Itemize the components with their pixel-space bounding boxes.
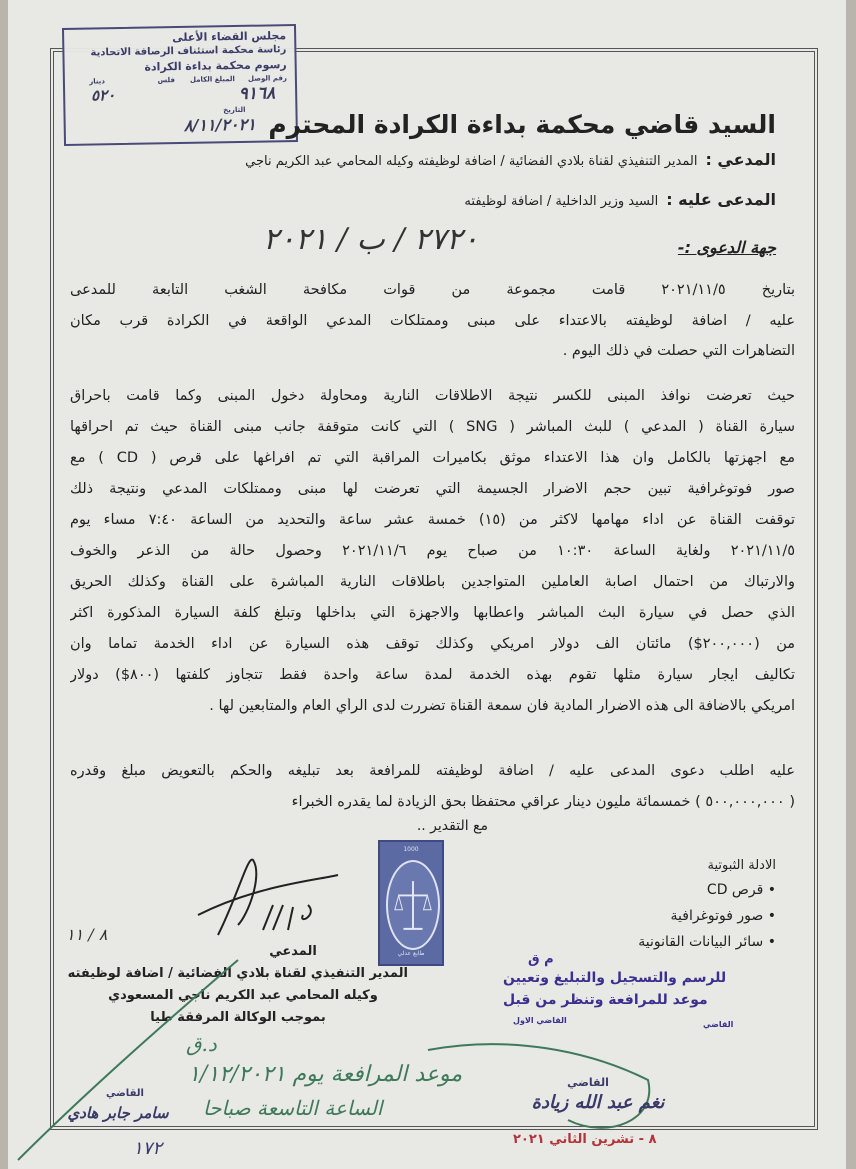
- body-line: عليه / اضافة لوظيفته بالاعتداء على مبنى وممتلكات المدعي الواقعة في الكرادة قرب مكان: [70, 312, 795, 329]
- defendant-value: السيد وزير الداخلية / اضافة لوظيفته: [464, 194, 659, 209]
- body-line: التضاهرات التي حصلت في ذلك اليوم .: [562, 343, 795, 359]
- body-line: سيارة القناة ( المدعي ) للبث المباشر ( SNG ) التي كانت متوقفة جانب مبنى القناة حيث تم احراقها: [70, 419, 795, 435]
- body-line: مع اجهزتها بالكامل وان هذا الاعتداء موثق بكاميرات المراقبة التي تم افراغها على قرص ( CD ) مع: [70, 450, 795, 466]
- section-heading: جهة الدعوى :-: [677, 238, 776, 257]
- evidence-item: • قرص CD: [706, 882, 776, 898]
- judge-label: القاضي: [703, 1020, 734, 1029]
- body-line: ( ٥٠٠,٠٠٠,٠٠٠ ) خمسمائة مليون دينار عراقي محتفظا بحق الزيادة لما يقدره الخبراء: [291, 793, 795, 810]
- evidence-title: الادلة الثبوتية: [707, 858, 776, 873]
- signature-line: وكيله المحامي عبد الكريم ناجي المسعودي: [108, 988, 378, 1003]
- stamp-denomination: 1000: [403, 846, 419, 853]
- first-judge-label: القاضي الاول: [513, 1016, 567, 1025]
- defendant-label: المدعى عليه :: [666, 190, 776, 209]
- plaintiff-value: المدير التنفيذي لقناة بلادي الفضائية / اضافة لوظيفته وكيله المحامي عبد الكريم ناجي: [245, 154, 698, 169]
- body-line: بتاريخ ٢٠٢١/١١/٥ قامت مجموعة من قوات مكافحة الشغب التابعة للمدعى: [70, 282, 795, 298]
- handwritten-hearing-date: موعد المرافعة يوم ١/١٢/٢٠٢١: [188, 1062, 463, 1087]
- evidence-item-label: قرص CD: [706, 882, 764, 898]
- handwritten-side-date: ٨ / ١١: [66, 925, 108, 944]
- stamp-line: رئاسة محكمة استئناف الرصافة الاتحادية: [90, 44, 287, 59]
- stamp-line: مجلس القضاء الأعلى: [172, 29, 287, 45]
- stamp-label: فلس: [157, 76, 175, 85]
- stamp-label: رقم الوصل: [247, 74, 287, 83]
- stamp-label: المبلغ الكامل: [189, 75, 235, 84]
- evidence-item-label: سائر البيانات القانونية: [638, 934, 764, 950]
- scales-of-justice-icon: [386, 860, 440, 950]
- plaintiff-signature: [178, 845, 358, 940]
- body-line: عليه اطلب دعوى المدعى عليه / اضافة لوظيفته للمرافعة بعد تبليغه والحكم بالتعويض مبلغ وقدره: [70, 763, 795, 779]
- body-line: صور فوتوغرافية تبين حجم الاضرار الجسيمة التي تعرضت لها مبنى وممتلكات المدعي ونتيجة ذلك: [70, 481, 795, 497]
- body-line: تكاليف ايجار سيارة مثلها تقوم بهذه الخدمة لمدة ساعة واحدة فقط تتجاوز كلفتها (٨٠٠$) دولار: [70, 667, 795, 683]
- page-title: السيد قاضي محكمة بداءة الكرادة المحترم: [268, 110, 776, 139]
- fee-amount: ٥٢٠: [90, 86, 116, 105]
- court-stamp-initials: م ق: [528, 952, 554, 967]
- document-page: [8, 0, 846, 1169]
- evidence-item: • سائر البيانات القانونية: [638, 934, 776, 950]
- signature-line: المدير التنفيذي لقناة بلادي الفضائية / اضافة لوظيفته: [67, 966, 408, 981]
- body-line: ٢٠٢١/١١/٥ ولغاية الساعة ١٠:٣٠ من صباح يوم ٢٠٢١/١١/٦ وحصول حالة من الذعر والخوف: [70, 543, 795, 559]
- closing-regards: مع التقدير ..: [416, 818, 488, 834]
- stamp-date: ٨/١١/٢٠٢١: [183, 114, 256, 135]
- left-judge-name: سامر جابر هادي: [67, 1104, 169, 1122]
- evidence-item: • صور فوتوغرافية: [670, 908, 776, 924]
- stamp-line: رسوم محكمة بداءة الكرادة: [144, 58, 287, 74]
- body-line: والارتباك من احتمال اصابة العاملين المتواجدين باطلاقات النارية المباشرة على القناة وكذلك الحريق: [70, 574, 795, 590]
- handwritten-initials: د.ق: [186, 1032, 217, 1056]
- body-line: حيث تعرضت نوافذ المبنى للكسر نتيجة الاطلاقات النارية ومحاولة دخول المبنى وكما قامت باحراق: [70, 388, 795, 404]
- court-fee-stamp: [62, 24, 298, 146]
- receipt-number: ٩١٦٨: [238, 83, 276, 104]
- body-line: امريكي بالاضافة الى هذه الاضرار المادية فان سمعة القناة تضررت لدى الرأي العام والمتابعين لها .: [209, 698, 795, 714]
- body-line: من (٢٠٠,٠٠٠$) مائتان الف دولار امريكي وكذلك توقف هذه السيارة عن اداء الخدمة تماما وان: [70, 636, 795, 652]
- plaintiff-field: [245, 150, 776, 169]
- stamp-label: التاريخ: [223, 105, 246, 115]
- evidence-item-label: صور فوتوغرافية: [670, 908, 764, 924]
- right-judge-title: القاضي: [567, 1076, 609, 1089]
- date-stamp: ٨ - تشرين الثاني ٢٠٢١: [513, 1132, 657, 1147]
- court-stamp-line: للرسم والتسجيل والتبليغ وتعيين: [503, 970, 727, 986]
- court-stamp-line: موعد للمرافعة وتنظر من قبل: [503, 992, 708, 1008]
- body-line: الذي حصل في سيارة البث المباشر واعطابها والاجهزة التي بداخلها وتبلغ كلفة السيارة المذكورة اكثر: [70, 605, 795, 621]
- right-judge-name: نغم عبد الله زيادة: [531, 1092, 665, 1113]
- handwritten-number: ١٧٢: [133, 1138, 163, 1159]
- plaintiff-label: المدعي :: [705, 150, 776, 169]
- handwritten-hearing-time: الساعة التاسعة صباحا: [203, 1096, 383, 1120]
- signature-role: المدعي: [269, 944, 317, 959]
- signature-line: بموجب الوكالة المرفقة طيا: [150, 1010, 326, 1025]
- stamp-label: طابع عدلي: [397, 950, 425, 957]
- body-line: توقفت القناة عن اداء مهامها لاكثر من (١٥) خمسة عشر ساعة والتحديد من الساعة ٧:٤٠ مساء يوم: [70, 512, 795, 528]
- defendant-field: [464, 190, 776, 209]
- stamp-label: دينار: [89, 77, 105, 86]
- left-judge-title: القاضي: [106, 1088, 144, 1099]
- case-number: ٢٧٢٠ / ب / ٢٠٢١: [263, 222, 479, 257]
